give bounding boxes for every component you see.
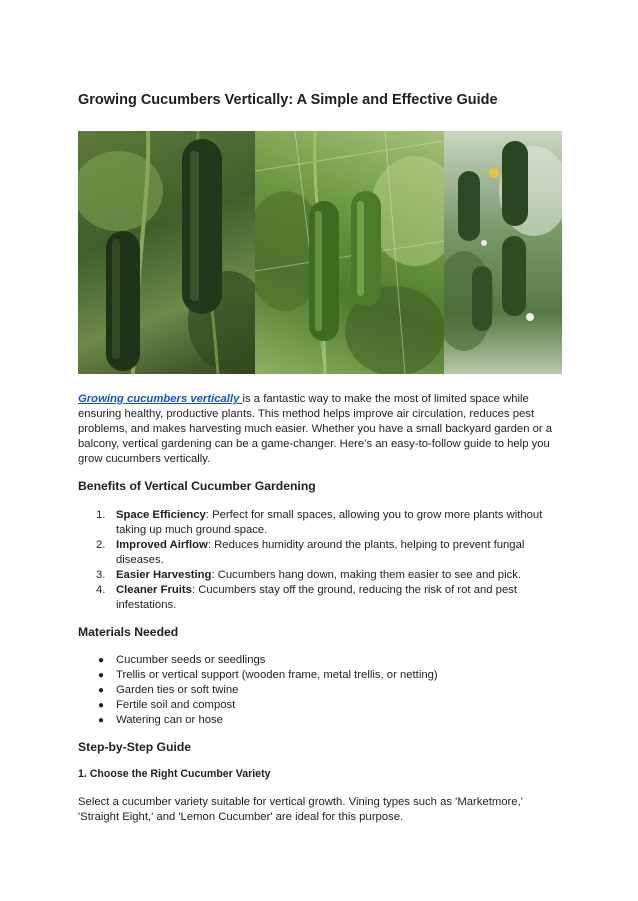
cucumber-photo-middle <box>255 131 444 374</box>
materials-list <box>78 653 558 728</box>
list-item: ● Trellis or vertical support (wooden frame, metal trellis, or netting) <box>98 669 438 681</box>
list-item: ● Garden ties or soft twine <box>98 684 239 696</box>
intro-text: is a fantastic way to make the most of limited space while ensuring healthy, productive plants. This method helps improve air circulation, reduces pest problems, and makes harvesting much easier. Whether you have a small backyard garden or a balcony, vertical gardening can be a game-changer. Here’s an easy-to-follow guide to help you grow cucumbers vertically. <box>78 393 553 465</box>
cucumber-photo-left <box>78 131 255 374</box>
list-item: 2. Improved Airflow: Reduces humidity around the plants, helping to prevent fungal diseases. <box>96 539 525 566</box>
hero-image-collage <box>78 131 562 374</box>
benefits-heading: Benefits of Vertical Cucumber Gardening <box>78 479 316 493</box>
page-title: Growing Cucumbers Vertically: A Simple and Effective Guide <box>78 92 498 108</box>
guide-heading: Step-by-Step Guide <box>78 740 192 754</box>
step-1-heading: 1. Choose the Right Cucumber Variety <box>78 768 271 780</box>
list-item: ● Watering can or hose <box>98 714 223 726</box>
intro-paragraph <box>78 392 558 467</box>
growing-cucumbers-link[interactable]: Growing cucumbers vertically <box>78 393 243 405</box>
benefits-list <box>78 508 558 613</box>
list-item: 1. Space Efficiency: Perfect for small spaces, allowing you to grow more plants without taking up much ground space. <box>96 509 543 536</box>
cucumber-photo-right <box>444 131 562 374</box>
list-item: ● Fertile soil and compost <box>98 699 236 711</box>
list-item: ● Cucumber seeds or seedlings <box>98 654 266 666</box>
list-item: 4. Cleaner Fruits: Cucumbers stay off the ground, reducing the risk of rot and pest infestations. <box>96 584 518 611</box>
step-1-paragraph: Select a cucumber variety suitable for vertical growth. Vining types such as 'Marketmore,' 'Straight Eight,' and 'Lemon Cucumber' are ideal for this purpose. <box>78 796 523 823</box>
materials-heading: Materials Needed <box>78 625 179 639</box>
list-item: 3. Easier Harvesting: Cucumbers hang down, making them easier to see and pick. <box>96 569 522 581</box>
